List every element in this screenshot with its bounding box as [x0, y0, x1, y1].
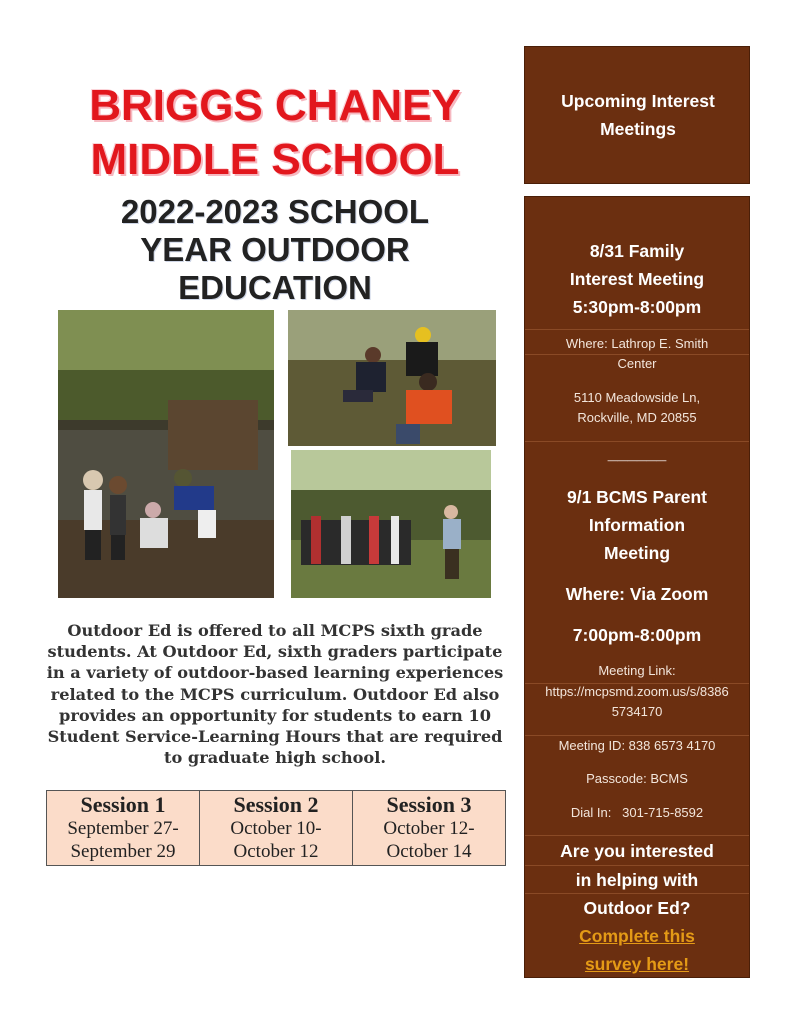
page-title-line1: 2022-2023 SCHOOL	[120, 193, 430, 230]
session-date-end: September 29	[70, 841, 176, 862]
school-name-line2: MIDDLE SCHOOL	[90, 135, 460, 184]
help-line1: Are you interested	[560, 841, 714, 861]
meeting2-title-line1: 9/1 BCMS Parent	[566, 487, 708, 507]
meeting1-time: 5:30pm-8:00pm	[572, 297, 702, 317]
meeting1-where-line2: Center	[617, 356, 657, 371]
photo-students-creek	[58, 310, 274, 598]
session-date-start: September 27-	[67, 818, 179, 839]
program-description: Outdoor Ed is offered to all MCPS sixth grade students. At Outdoor Ed, sixth graders participate in a variety of outdoor-based learning experiences related to the MCPS curriculum. Outdoor Ed also provides an opportunity for students to earn 10 Student Service-Learning Hours that are required to graduate high school.	[46, 621, 504, 768]
meeting1-title-line2: Interest Meeting	[569, 269, 705, 289]
sessions-table	[46, 790, 506, 866]
session-date-end: October 12	[233, 841, 319, 862]
meeting-divider: ______	[607, 443, 667, 463]
meeting2-passcode: Passcode: BCMS	[586, 771, 688, 786]
sidebar-header-box	[524, 46, 750, 184]
session-cell	[47, 791, 200, 865]
meeting1-address-line1: 5110 Meadowside Ln,	[573, 390, 701, 405]
photo-students-lineup	[291, 450, 491, 598]
survey-link[interactable]	[525, 922, 749, 978]
meeting2-link-line1[interactable]: https://mcpsmd.zoom.us/s/8386	[545, 684, 729, 699]
meeting2-link-label: Meeting Link:	[598, 663, 676, 678]
session-date-start: October 12-	[383, 818, 475, 839]
school-name-line1: BRIGGS CHANEY	[89, 81, 461, 130]
meeting2-dial-in: Dial In: 301-715-8592	[570, 805, 704, 820]
help-line3: Outdoor Ed?	[583, 898, 691, 918]
photo-students-trail	[288, 310, 496, 446]
session-date-start: October 10-	[230, 818, 322, 839]
help-line2: in helping with	[575, 870, 699, 890]
session-date-end: October 14	[386, 841, 472, 862]
page-title-line2: YEAR OUTDOOR	[140, 231, 410, 268]
session-name: Session 2	[233, 792, 319, 817]
meeting2-time: 7:00pm-8:00pm	[572, 625, 702, 645]
session-cell	[353, 791, 505, 865]
meeting2-title-line3: Meeting	[603, 543, 671, 563]
meeting1-where-line1: Where: Lathrop E. Smith	[565, 336, 709, 351]
survey-link-line2[interactable]: survey here!	[584, 954, 690, 974]
meeting2-where: Where: Via Zoom	[565, 584, 709, 604]
session-cell	[200, 791, 353, 865]
session-name: Session 1	[80, 792, 166, 817]
meeting1-title-line1: 8/31 Family	[589, 241, 685, 261]
meeting1-address-line2: Rockville, MD 20855	[577, 410, 697, 425]
survey-link-line1[interactable]: Complete this	[579, 926, 695, 946]
session-name: Session 3	[386, 792, 472, 817]
page-title-line3: EDUCATION	[178, 269, 372, 306]
meeting2-link-line2[interactable]: 5734170	[611, 704, 663, 719]
sidebar-meetings	[524, 196, 750, 978]
sidebar-header: Upcoming Interest Meetings	[561, 91, 715, 139]
meeting2-id: Meeting ID: 838 6573 4170	[558, 738, 716, 753]
meeting2-title-line2: Information	[588, 515, 686, 535]
